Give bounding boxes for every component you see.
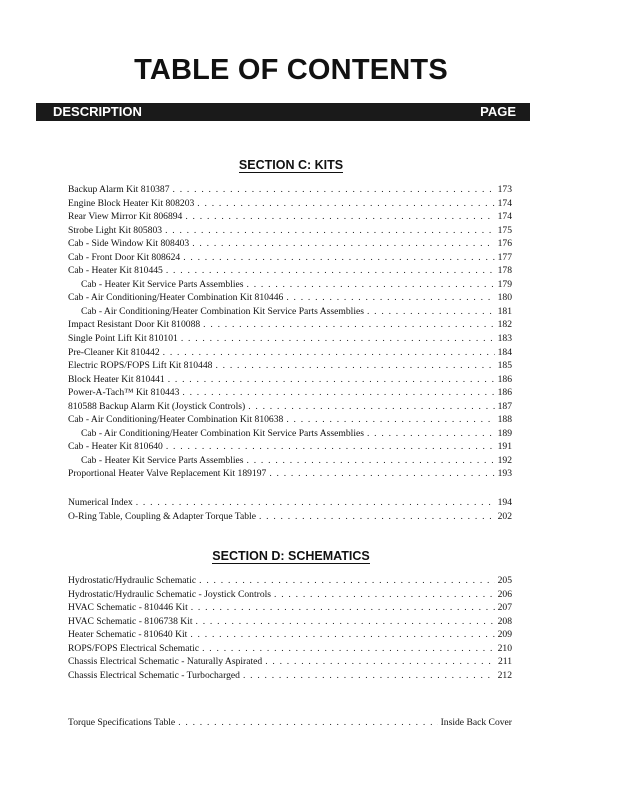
dot-leader xyxy=(259,510,495,524)
toc-entry-page: 194 xyxy=(497,497,512,508)
toc-entry-label: Cab - Heater Kit 810640 xyxy=(68,441,163,453)
toc-entry-page: 186 xyxy=(497,387,512,399)
toc-entry[interactable] xyxy=(68,427,512,441)
toc-entry-page: 182 xyxy=(497,319,512,331)
toc-entry-label: Cab - Air Conditioning/Heater Combination Kit Service Parts Assemblies xyxy=(81,305,364,317)
toc-entry-label: Strobe Light Kit 805803 xyxy=(68,224,163,236)
toc-entry[interactable] xyxy=(68,400,512,414)
toc-entry-label: Power-A-Tach™ Kit 810443 xyxy=(68,387,180,399)
section-c-title xyxy=(0,158,582,172)
toc-entry[interactable] xyxy=(68,197,512,211)
toc-entry-page: 175 xyxy=(497,224,512,236)
toc-entry-label: Cab - Heater Kit Service Parts Assemblies xyxy=(81,278,244,290)
toc-entry-label: Torque Specifications Table xyxy=(68,717,176,728)
toc-entry-label: Numerical Index xyxy=(68,497,133,508)
toc-entry-page: 212 xyxy=(497,669,512,681)
dot-leader xyxy=(173,183,495,197)
dot-leader xyxy=(215,359,494,373)
toc-entry-page: 193 xyxy=(497,468,512,480)
dot-leader xyxy=(202,642,495,656)
toc-entry-label: Single Point Lift Kit 810101 xyxy=(68,333,178,345)
toc-entry-page: 179 xyxy=(497,278,512,290)
dot-leader xyxy=(265,655,495,669)
page-column-header: PAGE xyxy=(480,104,516,119)
dot-leader xyxy=(243,669,495,683)
dot-leader xyxy=(197,197,494,211)
toc-entry-label: Hydrostatic/Hydraulic Schematic xyxy=(68,575,197,586)
toc-entry[interactable] xyxy=(68,373,512,387)
toc-entry[interactable] xyxy=(68,588,512,602)
toc-entry-page: 202 xyxy=(497,510,512,522)
toc-entry[interactable] xyxy=(68,467,512,481)
toc-entry-page: 180 xyxy=(497,292,512,304)
toc-entry-page: 181 xyxy=(497,305,512,317)
toc-entry-page: 187 xyxy=(497,400,512,412)
dot-leader xyxy=(274,588,495,602)
toc-entry-label: Hydrostatic/Hydraulic Schematic - Joystick Controls xyxy=(68,588,272,600)
toc-entry[interactable] xyxy=(68,440,512,454)
dot-leader xyxy=(163,346,495,360)
toc-entry-page: 192 xyxy=(497,454,512,466)
toc-entry-page: 205 xyxy=(497,575,512,586)
toc-entry-label: Rear View Mirror Kit 806894 xyxy=(68,211,183,223)
toc-entry-page: 191 xyxy=(497,441,512,453)
toc-entry[interactable] xyxy=(68,413,512,427)
toc-entry-label: Engine Block Heater Kit 808203 xyxy=(68,197,195,209)
toc-entry-page: 208 xyxy=(497,615,512,627)
dot-leader xyxy=(165,224,495,238)
toc-entry[interactable] xyxy=(68,386,512,400)
dot-leader xyxy=(191,601,495,615)
toc-entry[interactable] xyxy=(68,305,512,319)
section-d-entries xyxy=(68,574,512,682)
toc-entry-label: Chassis Electrical Schematic - Turbocharged xyxy=(68,669,240,681)
page-title: TABLE OF CONTENTS xyxy=(134,54,448,86)
toc-entry-page: 184 xyxy=(497,346,512,358)
toc-entry-label: Impact Resistant Door Kit 810088 xyxy=(68,319,201,331)
section-d-title-text: SECTION D: SCHEMATICS xyxy=(212,549,370,563)
toc-entry[interactable] xyxy=(68,454,512,468)
section-d-title xyxy=(0,549,582,563)
dot-leader xyxy=(185,210,494,224)
toc-entry-label: HVAC Schematic - 8106738 Kit xyxy=(68,615,193,627)
toc-entry-label: Block Heater Kit 810441 xyxy=(68,373,165,385)
column-header-bar xyxy=(36,103,530,121)
toc-entry-page: 189 xyxy=(497,427,512,439)
dot-leader xyxy=(196,615,495,629)
toc-entry-page: 177 xyxy=(497,251,512,263)
toc-entry-label: Cab - Heater Kit Service Parts Assemblies xyxy=(81,454,244,466)
dot-leader xyxy=(203,318,494,332)
dot-leader xyxy=(247,278,495,292)
toc-entry-page: Inside Back Cover xyxy=(440,717,512,728)
toc-entry[interactable] xyxy=(68,615,512,629)
toc-entry-page: 211 xyxy=(497,656,512,668)
toc-entry[interactable] xyxy=(68,237,512,251)
toc-entry-label: Cab - Side Window Kit 808403 xyxy=(68,238,190,250)
toc-entry[interactable] xyxy=(68,251,512,265)
toc-entry[interactable] xyxy=(68,291,512,305)
dot-leader xyxy=(183,251,494,265)
dot-leader xyxy=(367,305,495,319)
toc-entry-label: Cab - Air Conditioning/Heater Combination Kit 810638 xyxy=(68,414,284,426)
toc-entry-page: 185 xyxy=(497,360,512,372)
toc-entry[interactable] xyxy=(68,332,512,346)
toc-entry-page: 183 xyxy=(497,333,512,345)
toc-entry[interactable] xyxy=(68,642,512,656)
footer-entries xyxy=(68,716,512,730)
dot-leader xyxy=(248,400,494,414)
toc-entry-label: Heater Schematic - 810640 Kit xyxy=(68,629,188,641)
toc-entry-label: HVAC Schematic - 810446 Kit xyxy=(68,602,188,614)
dot-leader xyxy=(166,264,495,278)
toc-entry[interactable] xyxy=(68,278,512,292)
toc-entry-page: 186 xyxy=(497,373,512,385)
toc-entry-label: Pre-Cleaner Kit 810442 xyxy=(68,346,160,358)
dot-leader xyxy=(367,427,495,441)
dot-leader xyxy=(178,716,437,730)
toc-entry-label: Cab - Air Conditioning/Heater Combination Kit 810446 xyxy=(68,292,284,304)
dot-leader xyxy=(247,454,495,468)
toc-entry[interactable] xyxy=(68,601,512,615)
toc-entry-page: 206 xyxy=(497,588,512,600)
toc-entry[interactable] xyxy=(68,510,512,524)
toc-entry-page: 174 xyxy=(497,197,512,209)
toc-entry[interactable] xyxy=(68,183,512,197)
dot-leader xyxy=(286,413,494,427)
toc-entry[interactable] xyxy=(68,496,512,510)
section-c-entries xyxy=(68,183,512,481)
toc-entry-page: 188 xyxy=(497,414,512,426)
toc-entry-label: Cab - Air Conditioning/Heater Combination Kit Service Parts Assemblies xyxy=(81,427,364,439)
toc-entry[interactable] xyxy=(68,264,512,278)
index-entries xyxy=(68,496,512,523)
toc-entry-label: Backup Alarm Kit 810387 xyxy=(68,184,170,195)
toc-entry[interactable] xyxy=(68,210,512,224)
toc-entry[interactable] xyxy=(68,346,512,360)
toc-entry-label: Chassis Electrical Schematic - Naturally Aspirated xyxy=(68,656,263,668)
toc-entry-label: ROPS/FOPS Electrical Schematic xyxy=(68,642,200,654)
toc-entry[interactable] xyxy=(68,318,512,332)
dot-leader xyxy=(190,628,494,642)
toc-entry-label: Cab - Heater Kit 810445 xyxy=(68,265,163,277)
description-column-header: DESCRIPTION xyxy=(53,104,142,119)
section-c-title-text: SECTION C: KITS xyxy=(238,158,344,172)
toc-entry-page: 176 xyxy=(497,238,512,250)
toc-entry-page: 178 xyxy=(497,265,512,277)
toc-entry-label: Electric ROPS/FOPS Lift Kit 810448 xyxy=(68,360,213,372)
toc-entry-label: 810588 Backup Alarm Kit (Joystick Controls) xyxy=(68,400,246,412)
toc-entry[interactable] xyxy=(68,655,512,669)
toc-entry-label: Cab - Front Door Kit 808624 xyxy=(68,251,181,263)
toc-entry[interactable] xyxy=(68,628,512,642)
toc-entry-torque-specifications[interactable] xyxy=(68,716,512,730)
toc-entry[interactable] xyxy=(68,669,512,683)
dot-leader xyxy=(286,291,494,305)
dot-leader xyxy=(136,496,495,510)
toc-entry-page: 210 xyxy=(497,642,512,654)
toc-entry[interactable] xyxy=(68,574,512,588)
toc-entry-page: 207 xyxy=(497,602,512,614)
dot-leader xyxy=(192,237,494,251)
dot-leader xyxy=(166,440,495,454)
toc-entry-page: 209 xyxy=(497,629,512,641)
toc-entry[interactable] xyxy=(68,359,512,373)
toc-entry-page: 173 xyxy=(497,184,512,195)
dot-leader xyxy=(182,386,494,400)
dot-leader xyxy=(269,467,494,481)
toc-entry[interactable] xyxy=(68,224,512,238)
toc-entry-label: Proportional Heater Valve Replacement Kit 189197 xyxy=(68,468,267,480)
dot-leader xyxy=(168,373,495,387)
toc-entry-page: 174 xyxy=(497,211,512,223)
dot-leader xyxy=(199,574,494,588)
dot-leader xyxy=(181,332,495,346)
toc-entry-label: O-Ring Table, Coupling & Adapter Torque Table xyxy=(68,510,256,522)
